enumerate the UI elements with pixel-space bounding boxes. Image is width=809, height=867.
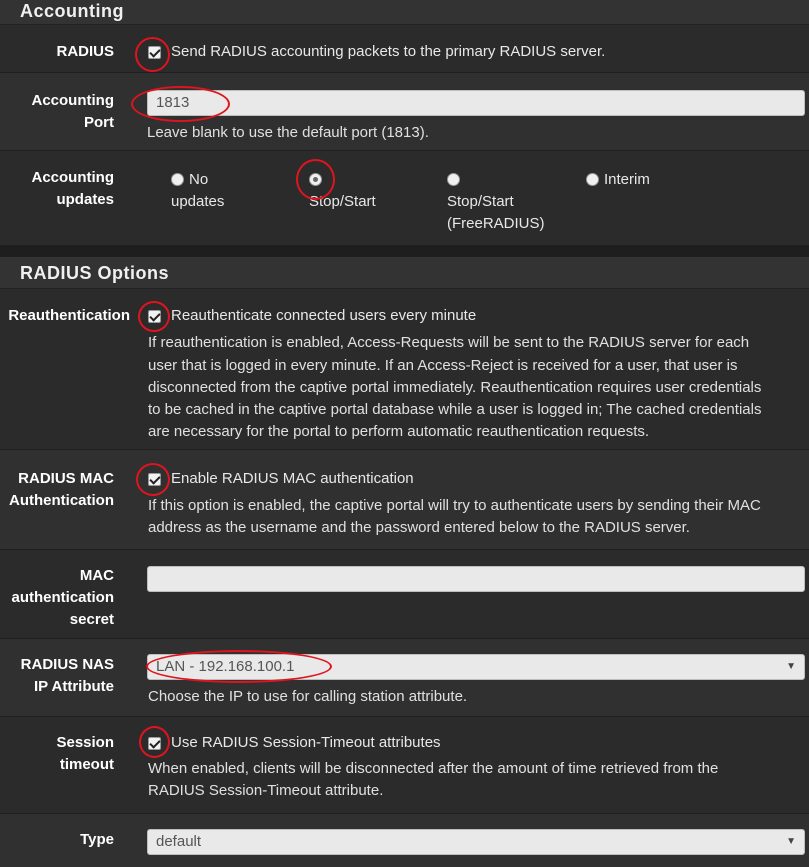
type-select-value: default: [156, 833, 202, 850]
updates-stopstart-freeradius-label-2: (FreeRADIUS): [447, 215, 545, 232]
radius-mac-auth-row: [0, 450, 809, 550]
updates-interim-label: Interim: [604, 171, 650, 188]
accounting-port-row: [0, 73, 809, 151]
radius-accounting-checkbox-label: Send RADIUS accounting packets to the primary RADIUS server.: [171, 43, 606, 60]
reauthentication-row: [0, 289, 809, 450]
accounting-port-help: Leave blank to use the default port (1813).: [147, 124, 429, 141]
section-gap: [0, 246, 809, 257]
nas-ip-select-value: LAN - 192.168.100.1: [156, 658, 295, 675]
radius-accounting-row: [0, 26, 809, 73]
reauthentication-label: Reauthentication: [8, 307, 130, 324]
updates-none-label-1: No: [189, 171, 209, 188]
reauthentication-checkbox-label: Reauthenticate connected users every minute: [171, 307, 477, 324]
radius-label: RADIUS: [56, 43, 114, 60]
type-row: [0, 814, 809, 867]
reauth-help-5: are necessary for the portal to perform automatic reauthentication requests.: [148, 423, 650, 440]
mac-secret-label-3: secret: [69, 611, 114, 628]
nas-ip-label-2: IP Attribute: [33, 678, 114, 695]
accounting-port-label-1: Accounting: [31, 92, 114, 109]
updates-stopstart-freeradius-label-1: Stop/Start: [447, 193, 514, 210]
mac-auth-label-1: RADIUS MAC: [18, 470, 114, 487]
updates-stopstart-radio[interactable]: [309, 173, 322, 186]
accounting-updates-row: [0, 151, 809, 246]
reauth-help-1: If reauthentication is enabled, Access-Requests will be sent to the RADIUS server for each: [148, 334, 750, 351]
accounting-port-label-2: Port: [84, 114, 114, 131]
mac-secret-row: [0, 550, 809, 639]
type-label: Type: [80, 831, 114, 848]
session-timeout-checkbox[interactable]: [148, 737, 161, 750]
accounting-section-header: [0, 0, 809, 25]
accounting-updates-label-2: updates: [56, 191, 114, 208]
accounting-port-input[interactable]: 1813: [147, 90, 805, 116]
updates-none-radio[interactable]: [171, 173, 184, 186]
session-timeout-help-1: When enabled, clients will be disconnected after the amount of time retrieved from the: [148, 760, 719, 777]
session-timeout-help-2: RADIUS Session-Timeout attribute.: [148, 782, 384, 799]
session-timeout-row: [0, 717, 809, 814]
mac-secret-input[interactable]: [147, 566, 805, 592]
mac-secret-label-2: authentication: [11, 589, 114, 606]
reauth-help-4: to be cached in the captive portal database while a user is logged in; The cached credentials: [148, 401, 762, 418]
nas-ip-label-1: RADIUS NAS: [20, 656, 114, 673]
reauth-help-3: disconnected from the captive portal immediately. Reauthentication requires user credentials: [148, 379, 762, 396]
nas-ip-help: Choose the IP to use for calling station attribute.: [148, 688, 468, 705]
nas-ip-select[interactable]: [147, 654, 805, 680]
mac-auth-checkbox-label: Enable RADIUS MAC authentication: [171, 470, 414, 487]
radius-accounting-checkbox[interactable]: [148, 46, 161, 59]
updates-interim-radio[interactable]: [586, 173, 599, 186]
reauthentication-checkbox[interactable]: [148, 310, 161, 323]
updates-none-label-2: updates: [171, 193, 225, 210]
reauth-help-2: user that is logged in every minute. If an Access-Reject is received for a user, that user is: [148, 357, 738, 374]
mac-secret-label-1: MAC: [79, 567, 114, 584]
session-timeout-label-2: timeout: [59, 756, 114, 773]
radius-options-section-header: [0, 257, 809, 289]
mac-auth-help-2: address as the username and the password entered below to the RADIUS server.: [148, 519, 690, 536]
mac-auth-checkbox[interactable]: [148, 473, 161, 486]
accounting-title: Accounting: [20, 1, 124, 21]
updates-stopstart-freeradius-radio[interactable]: [447, 173, 460, 186]
mac-auth-label-2: Authentication: [9, 492, 114, 509]
mac-auth-help-1: If this option is enabled, the captive portal will try to authenticate users by sending their MAC: [148, 497, 761, 514]
updates-stopstart-label: Stop/Start: [309, 193, 376, 210]
session-timeout-label-1: Session: [56, 734, 114, 751]
accounting-updates-label-1: Accounting: [31, 169, 114, 186]
nas-ip-row: [0, 639, 809, 717]
type-select[interactable]: [147, 829, 805, 855]
session-timeout-checkbox-label: Use RADIUS Session-Timeout attributes: [171, 734, 441, 751]
radius-options-title: RADIUS Options: [20, 263, 169, 283]
